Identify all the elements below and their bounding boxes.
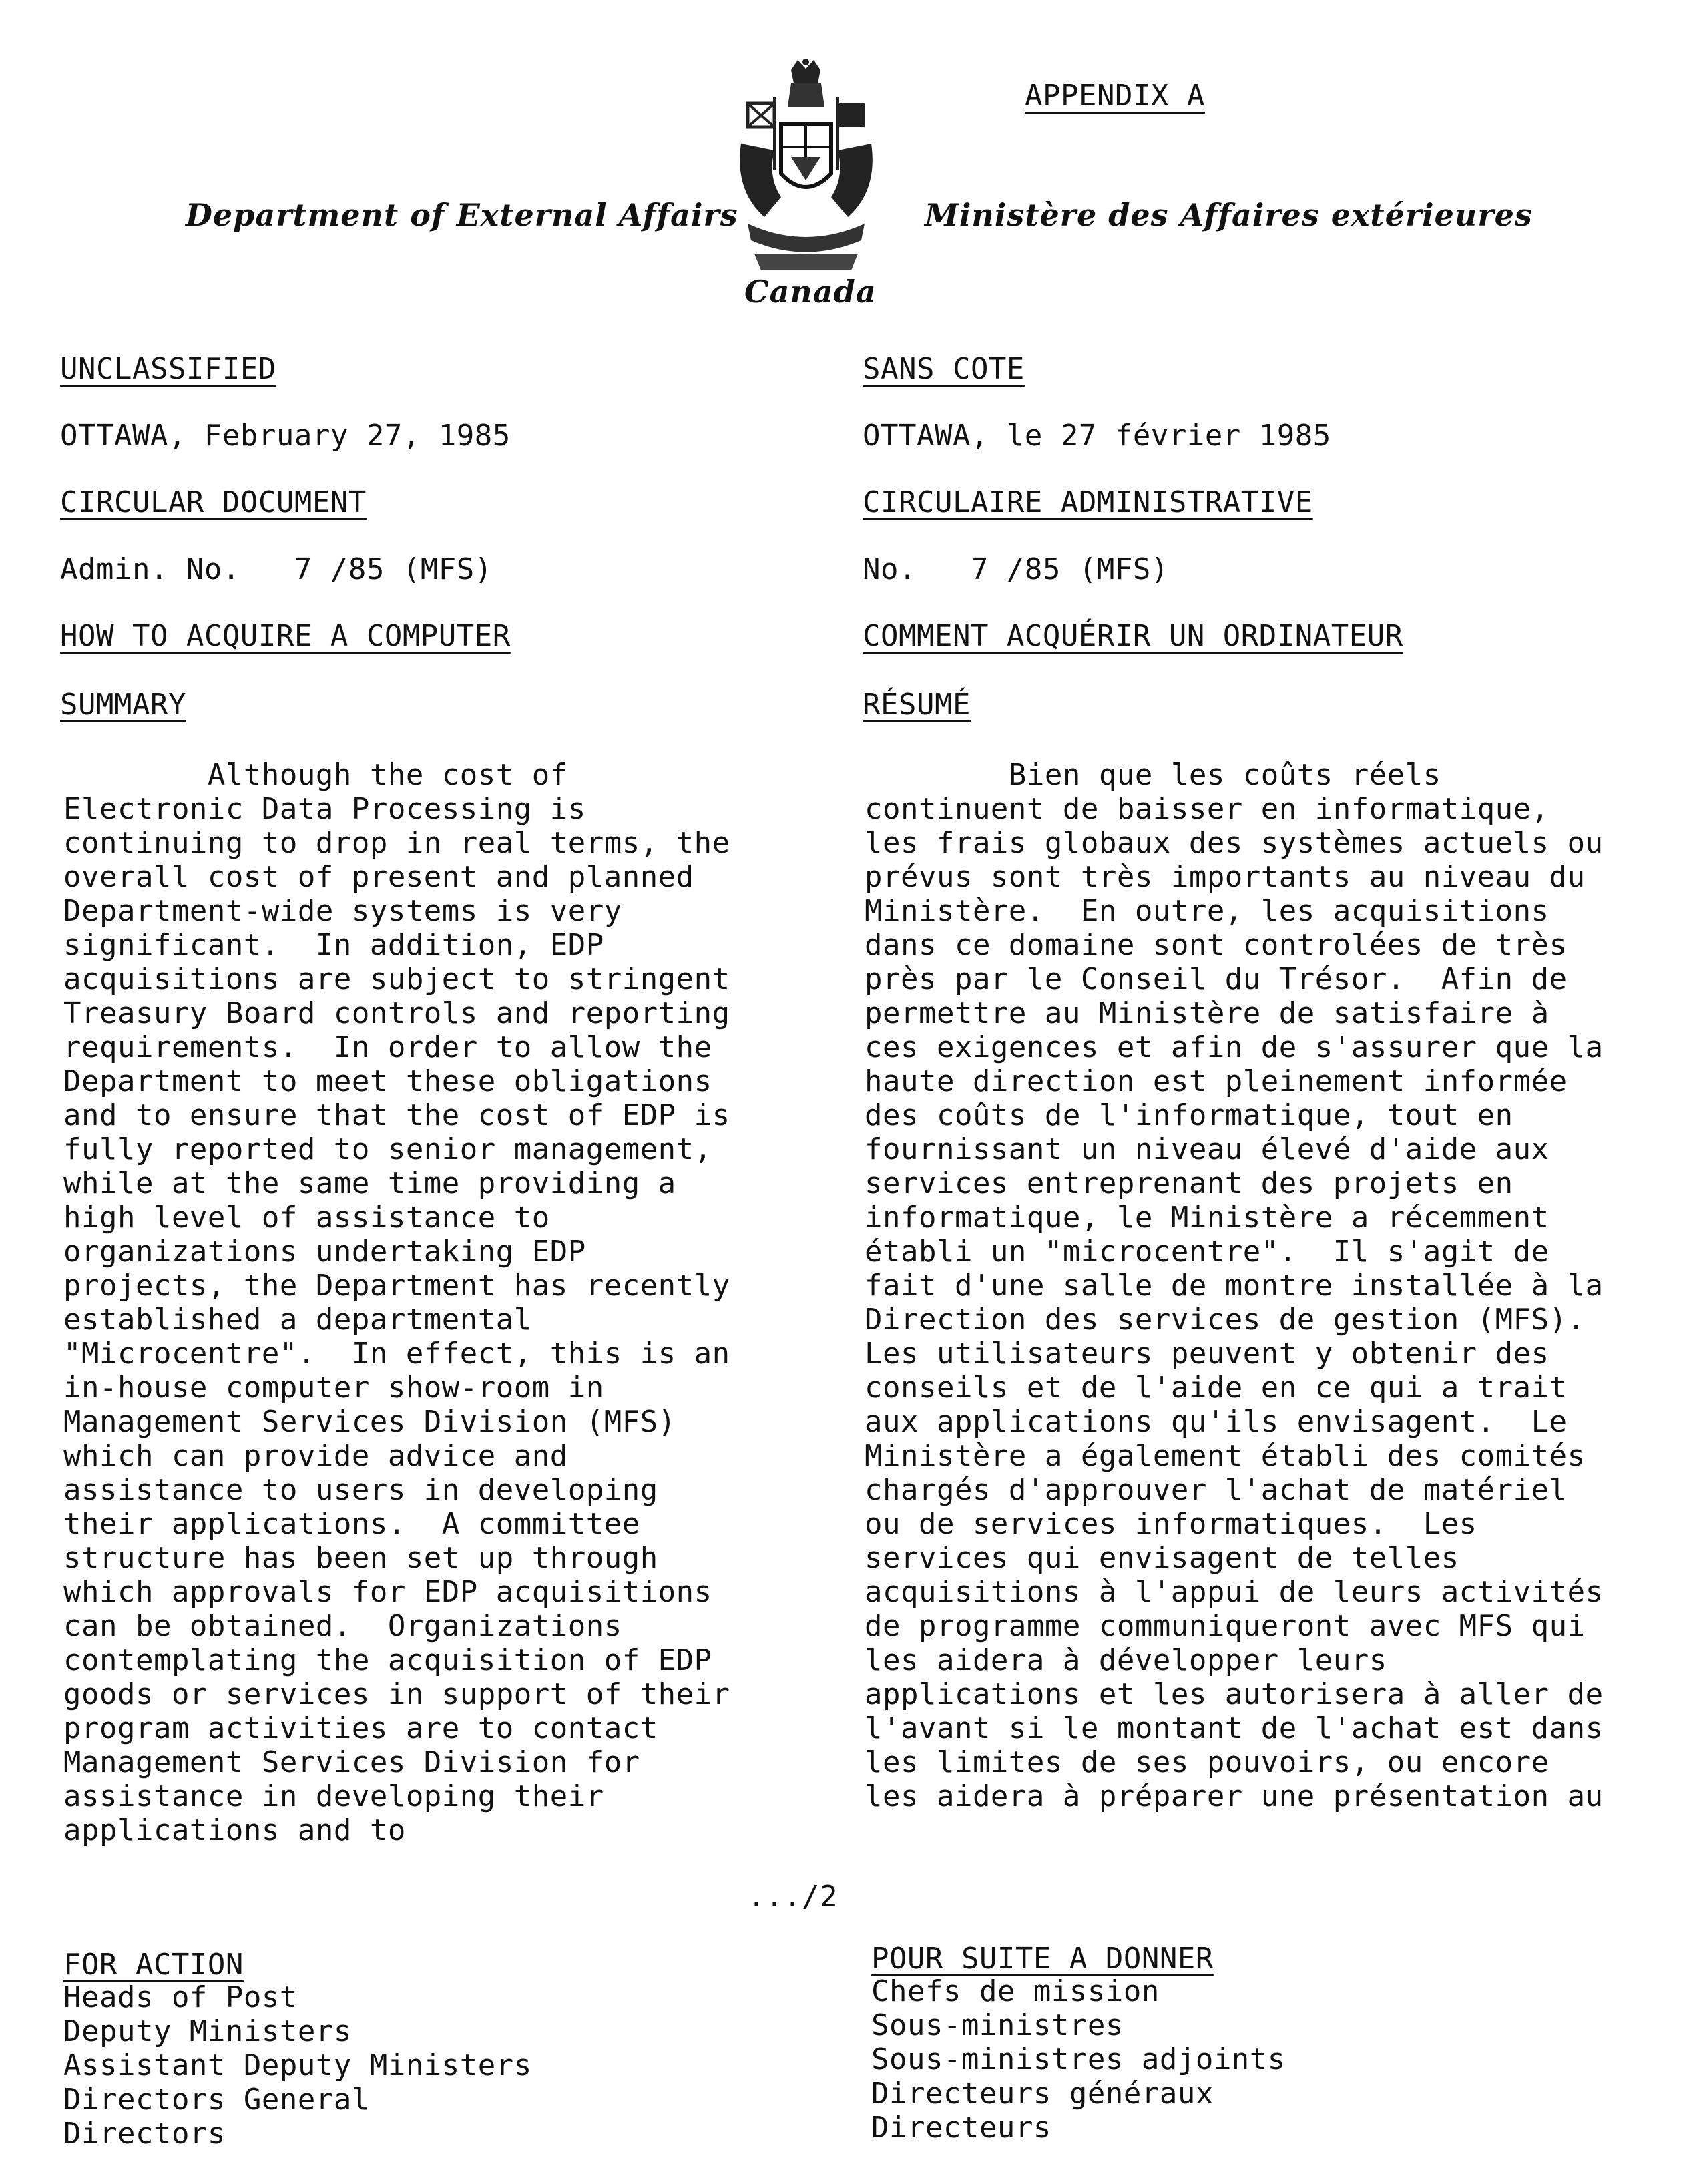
action-list-en: Heads of Post Deputy Ministers Assistant Deputy Ministers Directors General Directors (63, 1980, 532, 2151)
classification-en: UNCLASSIFIED (60, 352, 276, 386)
doc-type-en: CIRCULAR DOCUMENT (60, 485, 367, 519)
country-name: Canada (744, 274, 877, 310)
summary-text-fr: Bien que les coûts réels continuent de baisser en informatique, les frais globaux des systèmes actuels ou prévus sont très importants au niveau du Ministère. En outre, les acquisitions dans ce domaine sont controlées de très près par le Conseil du Trésor. Afin de permettre au Ministère de satisfaire à ces exigences et afin de s'assurer que la haute direction est pleinement informée des coûts de l'informatique, tout en fournissant un niveau élevé d'aide aux services entreprenant des projets en informatique, le Ministère a récemment établi un "microcentre". Il s'agit de fait d'une salle de montre installée à la Direction des services de gestion (MFS). Les utilisateurs peuvent y obtenir des conseils et de l'aide en ce qui a trait aux applications qu'ils envisagent. Le Ministère a également établi des comités chargés d'approuver l'achat de matériel ou de services informatiques. Les services qui envisagent de telles acquisitions à l'appui de leurs activités de programme communiqueront avec MFS qui les aidera à développer leurs applications et les autorisera à aller de l'avant si le montant de l'achat est dans les limites de ses pouvoirs, ou encore les aidera à préparer une présentation au (865, 758, 1604, 1813)
doc-type-fr: CIRCULAIRE ADMINISTRATIVE (863, 485, 1313, 519)
doc-number-fr: No. 7 /85 (MFS) (863, 552, 1169, 586)
action-list-fr: Chefs de mission Sous-ministres Sous-ministres adjoints Directeurs généraux Directeurs (871, 1974, 1286, 2145)
department-name-en: Department of External Affairs (186, 197, 738, 233)
continuation-marker: .../2 (748, 1880, 838, 1914)
title-en: HOW TO ACQUIRE A COMPUTER (60, 619, 511, 653)
summary-text-en: Although the cost of Electronic Data Processing is continuing to drop in real terms, the overall cost of present and planned Department-wide systems is very significant. In addition, EDP acquisitions are subject to stringent Treasury Board controls and reporting requirements. In order to allow the Department to meet these obligations and to ensure that the cost of EDP is fully reported to senior management, while at the same time providing a high level of assistance to organizations undertaking EDP projects, the Department has recently established a departmental "Microcentre". In effect, this is an in-house computer show-room in Management Services Division (MFS) which can provide advice and assistance to users in developing their applications. A committee structure has been set up through which approvals for EDP acquisitions can be obtained. Organizations contemplating the acquisition of EDP goods or services in support of their program activities are to contact Management Services Division for assistance in developing their applications and to (63, 758, 730, 1847)
title-fr: COMMENT ACQUÉRIR UN ORDINATEUR (863, 619, 1403, 653)
coat-of-arms-emblem (728, 57, 885, 280)
action-heading-en: FOR ACTION (63, 1948, 244, 1982)
department-name-fr: Ministère des Affaires extérieures (925, 197, 1533, 233)
date-en: OTTAWA, February 27, 1985 (60, 419, 511, 453)
doc-number-en: Admin. No. 7 /85 (MFS) (60, 552, 493, 586)
action-heading-fr: POUR SUITE A DONNER (871, 1942, 1214, 1976)
summary-heading-en: SUMMARY (60, 688, 186, 722)
summary-heading-fr: RÉSUMÉ (863, 688, 971, 722)
date-fr: OTTAWA, le 27 février 1985 (863, 419, 1331, 453)
appendix-label: APPENDIX A (1025, 79, 1205, 113)
classification-fr: SANS COTE (863, 352, 1025, 386)
